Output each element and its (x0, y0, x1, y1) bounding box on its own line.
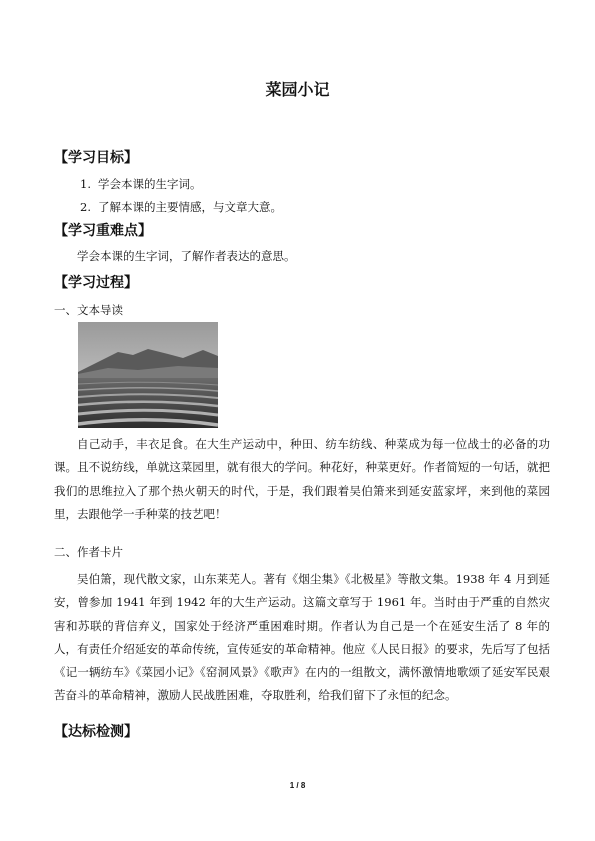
heading-key-points: 【学习重难点】 (54, 223, 152, 239)
page-number: 1 / 8 (289, 781, 306, 790)
list-item (80, 176, 202, 192)
landscape-photo (78, 322, 218, 428)
heading-learning-process: 【学习过程】 (54, 275, 138, 291)
author-text: 吴伯箫，现代散文家，山东莱芜人。著有《烟尘集》《北极星》等散文集。1938 年 4 月到延安，曾参加 1941 年到 1942 年的大生产运动。这篇文章写于 1961 年。当时由于严重的自然灾害和苏联的背信弃义，国家处于经济严重困难时期。作者认为自己是一个在延安生活了 8 年的人，有责任介绍延安的革命传统，宣传延安的革命精神。他应《人民日报》的要求，先后写了包括《记一辆纺车》《菜园小记》《窑洞风景》《歌声》在内的一组散文，满怀激情地歌颂了延安军民艰苦奋斗的革命精神，激励人民战胜困难，夺取胜利，给我们留下了永恒的纪念。 (54, 572, 550, 703)
key-points-paragraph (54, 245, 550, 268)
key-points-text: 学会本课的生字词，了解作者表达的意思。 (77, 249, 296, 263)
author-paragraph (54, 568, 550, 708)
list-number: 2. (80, 200, 91, 214)
subheading-author-card: 二、作者卡片 (54, 545, 123, 559)
list-item (80, 199, 282, 215)
list-text: 了解本课的主要情感，与文章大意。 (98, 200, 282, 214)
list-number: 1. (80, 177, 91, 191)
subheading-text-intro: 一、文本导读 (54, 303, 123, 317)
field-mountain-image (78, 322, 218, 428)
heading-learning-goals: 【学习目标】 (54, 150, 138, 166)
heading-assessment: 【达标检测】 (54, 724, 138, 740)
list-text: 学会本课的生字词。 (98, 177, 202, 191)
intro-text: 自己动手，丰衣足食。在大生产运动中，种田、纺车纺线、种菜成为每一位战士的必备的功课。且不说纺线，单就这菜园里，就有很大的学问。种花好，种菜更好。作者简短的一句话，就把我们的思维拉入了那个热火朝天的时代，于是，我们跟着吴伯箫来到延安蓝家坪，来到他的菜园里，去跟他学一手种菜的技艺吧！ (54, 437, 550, 521)
page-title: 菜园小记 (265, 80, 330, 99)
intro-paragraph (54, 433, 550, 526)
